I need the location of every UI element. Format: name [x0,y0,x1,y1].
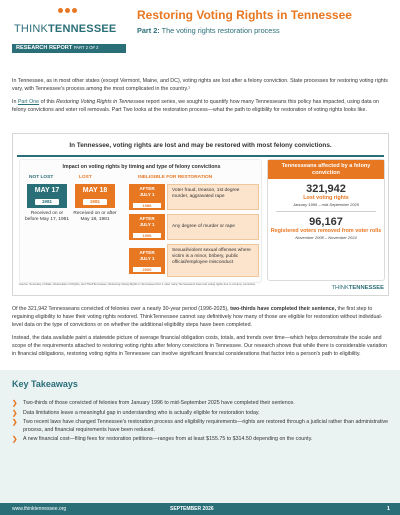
affected-heading: Tennesseans affected by a felony conviction [268,160,384,179]
lost-rights-period: January 1996 – mid-September 2025 [292,202,360,207]
chevron-right-icon: ❯ [12,436,18,444]
ineligible-1996-badge: AFTER JULY 1 1996 [129,214,165,240]
page-subtitle: Part 2: The voting rights restoration process [137,26,280,35]
voting-rights-figure [12,133,389,296]
ineligible-1996-crimes: Any degree of murder or rape [167,214,259,240]
lost-rights-count: 321,942 [306,183,346,195]
list-item: ❯ A new financial cost—filing fees for restoration petitions—ranges from at least $155.75 to $314.50 depending on the county. [12,436,313,444]
ineligible-label: INELIGIBLE FOR RESTORATION [138,175,213,180]
chevron-right-icon: ❯ [12,419,18,427]
list-item: ❯ Data limitations leave a meaningful gap in understanding who is actually eligible for restoration today. [12,409,260,417]
lost-date-badge: MAY 18 1981 [75,184,115,208]
stats-divider [276,211,376,212]
figure-divider [17,155,384,157]
footer-date: SEPTEMBER 2026 [170,506,214,512]
lost-description: Received on or after May 18, 1981 [73,211,117,222]
ineligible-1986-badge: AFTER JULY 1 1986 [129,184,165,210]
body-text [12,305,390,363]
list-item: ❯ Two recent laws have changed Tennessee's restoration process and eligibility requirements—rights are restored through a judicial rather than administrative process, and financial requirements have been reduced. [12,419,389,433]
intro-text [12,77,390,119]
footer-url-link[interactable]: www.thinktennessee.org [12,506,67,512]
not-lost-description: Received on or before May 17, 1981 [25,211,70,222]
figure-source: Source: Secretary of State, Restoration of Rights, and ThinkTennessee, Restoring Voting Rights in Tennessee Part 1: How many Tennesseans have lost voting rights due to a felony conviction. [19,282,256,286]
report-part: PART 2 OF 2 [73,45,99,50]
lost-rights-label: Lost voting rights [303,195,349,201]
figure-title: In Tennessee, voting rights are lost and may be restored with most felony convictions. [69,142,332,149]
report-label-bar [12,44,126,53]
removed-voters-count: 96,167 [309,215,343,228]
chevron-right-icon: ❯ [12,400,18,407]
ineligible-2006-badge: AFTER JULY 1 2006 [129,248,165,274]
not-lost-date-badge: MAY 17 1981 [27,184,67,208]
ineligible-2006-crimes: Sexual/violent sexual offenses where victim is a minor, bribery, public official/employee misconduct [167,244,259,277]
logo-wordmark: THINKTENNESSEE [14,23,117,35]
lost-year: 1981 [83,199,107,205]
page-title: Restoring Voting Rights in Tennessee [137,8,352,22]
not-lost-label: NOT LOST [29,175,54,180]
think-tennessee-logo[interactable] [14,8,126,48]
intro-paragraph-2: In Part One of this Restoring Voting Rights in Tennessee report series, we sought to quantify how many Tennesseans this policy has impacted, using data on felony convictions and voter roll removals. Part Two looks at the restoration process—what the path to eligibility for restoration of voting rights looks like. [12,99,379,113]
removed-voters-period: November 2008 – November 2024 [295,234,357,240]
not-lost-year: 1981 [35,199,59,205]
removed-voters-label: Registered voters removed from voter rolls [270,227,382,234]
list-item: ❯ Two-thirds of those convicted of felonies from January 1996 to mid-September 2025 have completed their sentence. [12,400,295,407]
chevron-right-icon: ❯ [12,409,18,417]
part-one-link[interactable]: Part One [17,99,40,105]
figure-logo: THINKTENNESSEE [331,285,384,291]
key-takeaways-section [0,370,400,503]
logo-stars-icon [8,8,126,13]
body-paragraph-1: Of the 321,942 Tennesseans convicted of felonies over a nearly 30-year period (1996-2025), two-thirds have completed their sentence, the first step to regaining eligibility to have their voting rights restored. ThinkTennessee cannot say definitively how many of those are eligible for restoration without individual-level data on the type of convictions or on whether the additional eligibility steps have been completed. [12,306,383,328]
page-footer [0,503,400,515]
lost-label: LOST [79,175,92,180]
key-takeaways-title: Key Takeaways [12,379,78,389]
body-paragraph-2: Instead, the data available paint a statewide picture of average financial obligation costs, totals, and trends over time—which helps demonstrate the scale and scope of the requirements attached to restoring voting rights after felony convictions in Tennessee. Our research shows that while there is considerable variation in financial obligations, restoring voting rights in Tennessee can involve significant financial considerations that factor into a person's path to eligibility. [12,335,388,357]
ineligible-1986-crimes: Voter fraud, treason, 1st degree murder, aggravated rape [167,184,259,210]
intro-paragraph-1: In Tennessee, as in most other states (except Vermont, Maine, and DC), voting rights are lost after a felony conviction. State processes for restoring voting rights vary, with Tennessee's process among the most complicated in the country.¹ [12,78,388,92]
impact-timeline-panel [19,159,262,283]
impact-title: Impact on voting rights by timing and type of felony convictions [62,164,221,170]
report-label: RESEARCH REPORT [16,45,73,51]
key-takeaways-list [12,400,390,446]
affected-stats-panel [267,159,385,281]
page-number: 1 [386,505,390,512]
